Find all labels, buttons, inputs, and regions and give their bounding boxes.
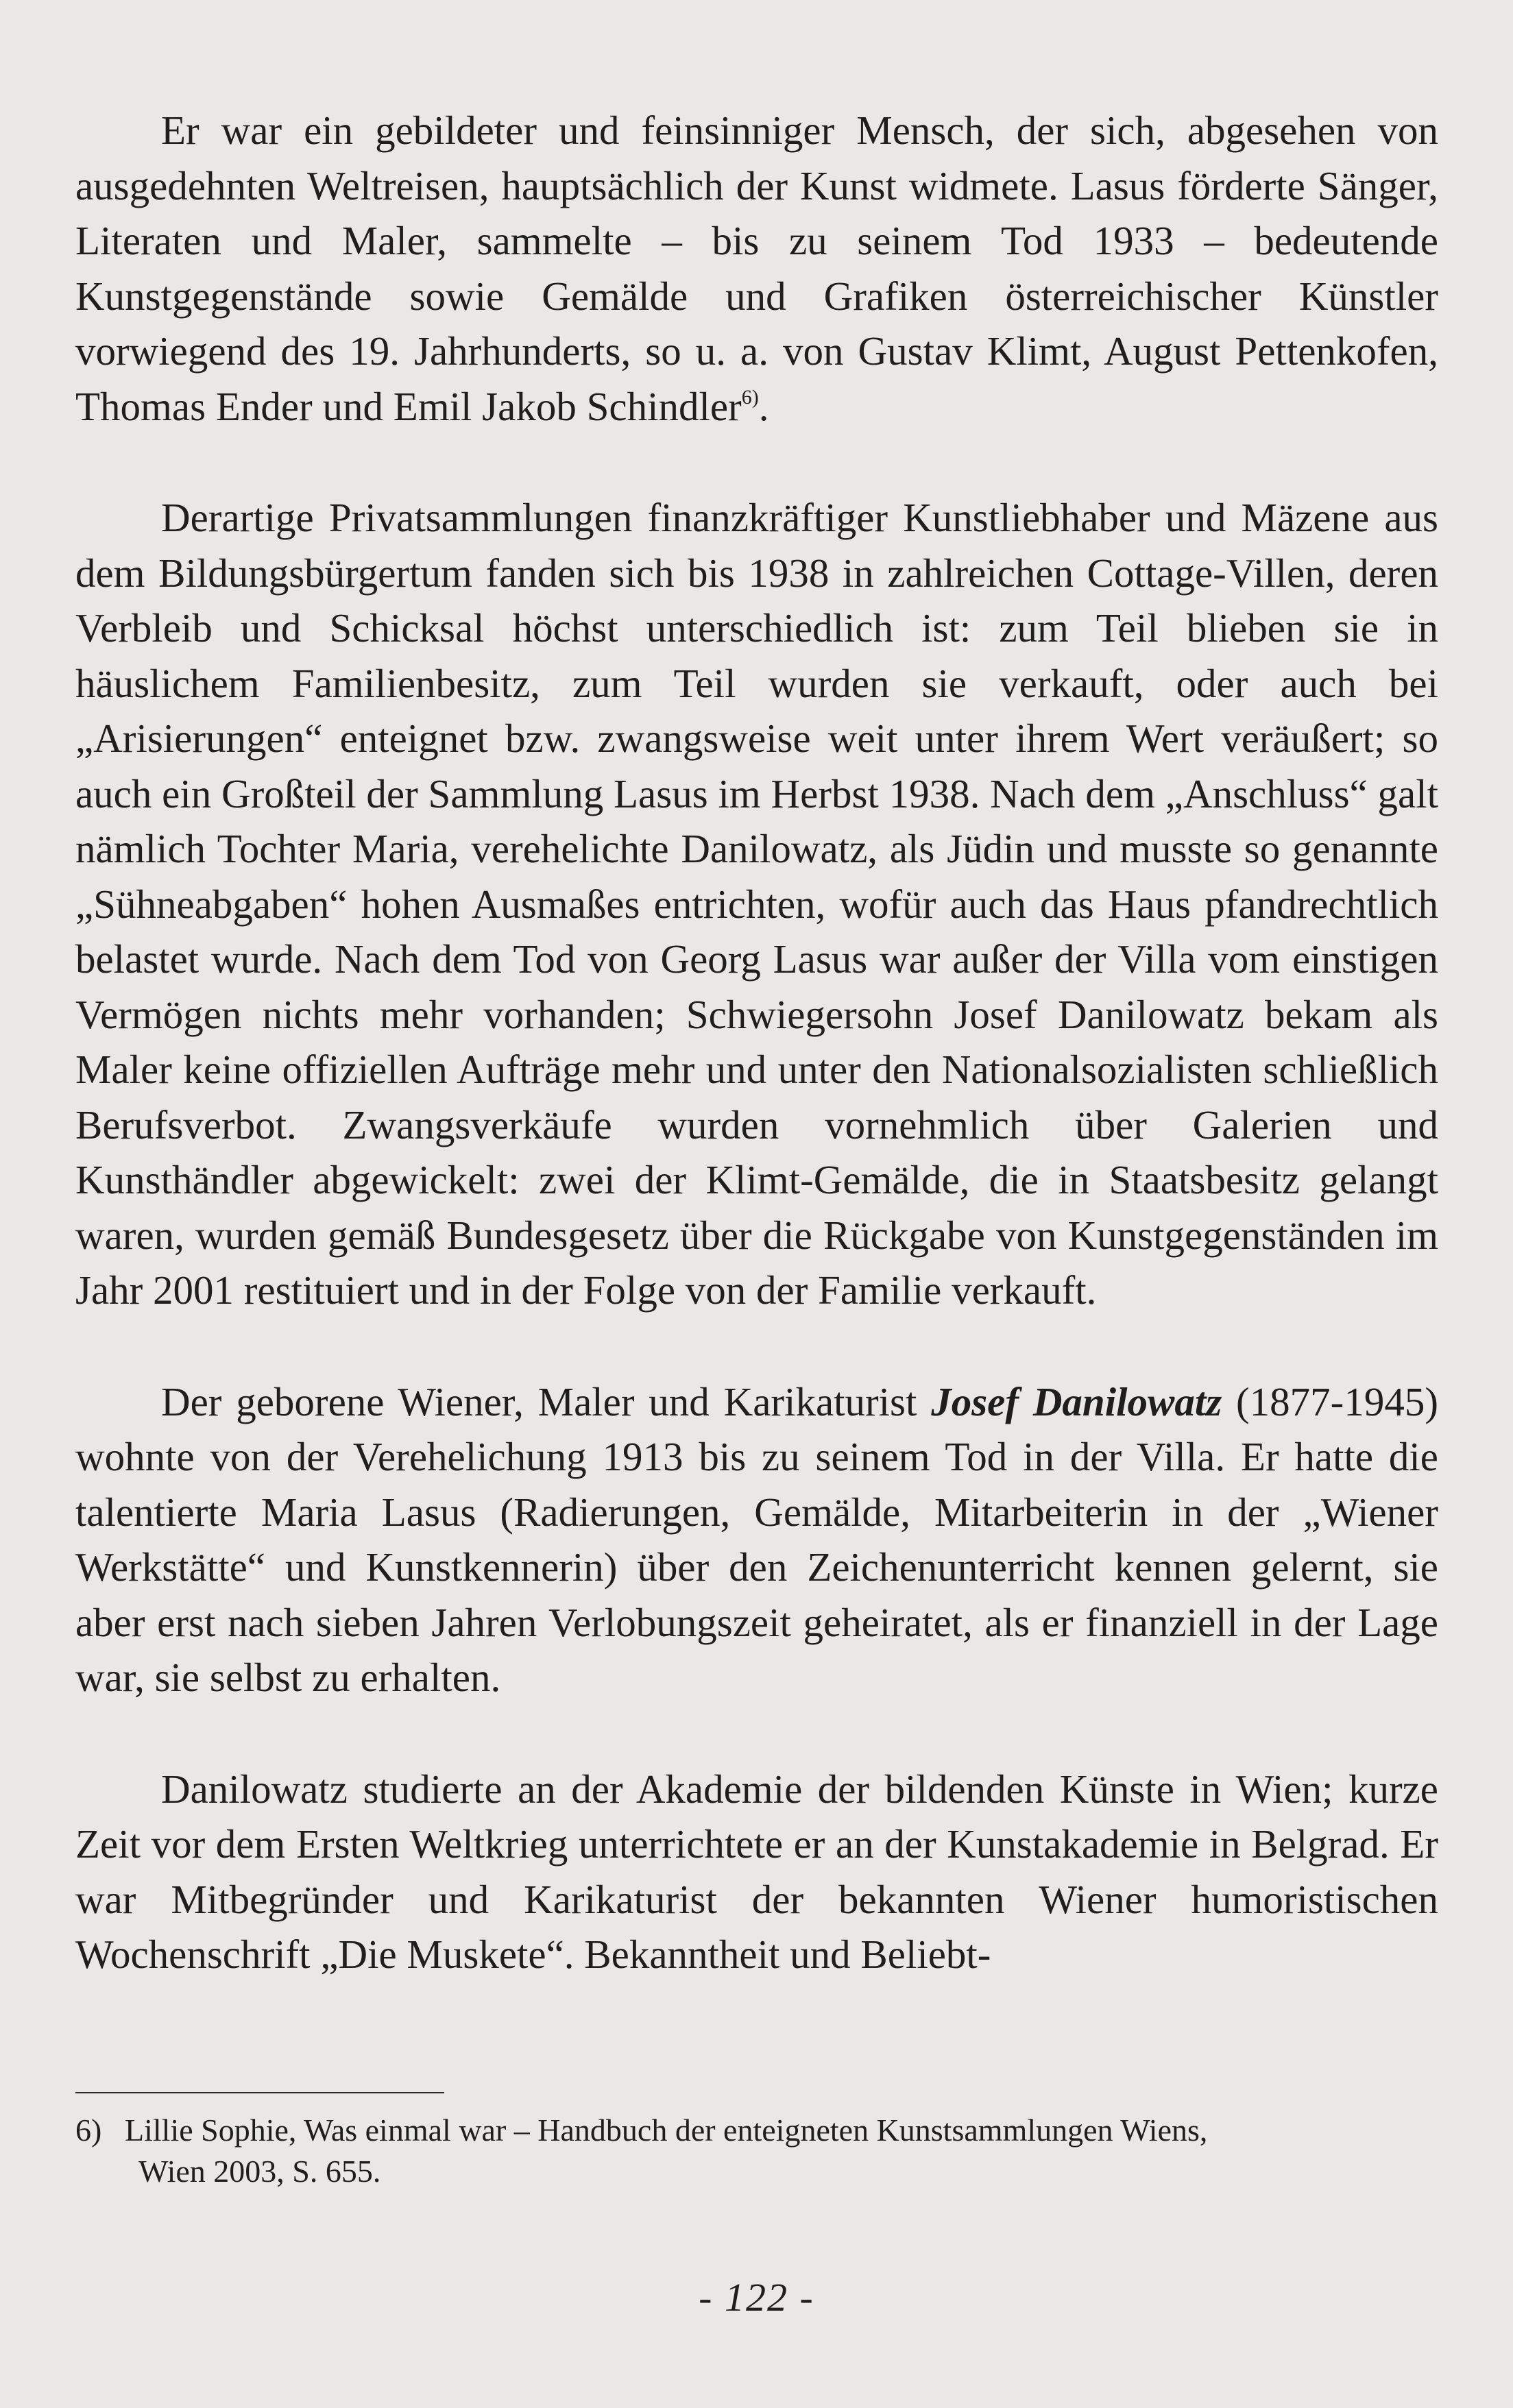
footnote-number: 6) [75, 2113, 102, 2148]
footnote-text-1: Lillie Sophie, Was einmal war – Handbuch der enteigneten Kunstsammlungen Wiens, [125, 2113, 1208, 2148]
highlighted-name: Josef Danilowatz [931, 1378, 1222, 1424]
paragraph-end: . [758, 383, 769, 429]
paragraph-josef-danilowatz [75, 1374, 1438, 1705]
footnote-reference: 6) [741, 385, 759, 409]
paragraph-text: Er war ein gebildeter und feinsinniger Mensch, der sich, abgesehen von ausgedehnten Weltreisen, hauptsächlich der Kunst widmete. Lasus förderte Sänger, Literaten und Maler, sammelte – bis zu seinem Tod 1933 – bedeutende Kunstgegenstände sowie Gemälde und Grafiken österreichischer Künstler vorwiegend des 19. Jahrhunderts, so u. a. von Gustav Klimt, August Pettenkofen, Thomas Ender und Emil Jakob Schindler [75, 108, 1438, 429]
page-number: - 122 - [699, 2275, 814, 2320]
paragraph-danilowatz-studies: Danilowatz studierte an der Akademie der bildenden Künste in Wien; kurze Zeit vor dem Ersten Weltkrieg unterrichtete er an der Kunstakademie in Belgrad. Er war Mitbegründer und Karikaturist der bekannten Wiener humoristischen Wochenschrift „Die Muskete“. Bekanntheit und Beliebt- [75, 1766, 1438, 1977]
paragraph-collector-lasus [75, 103, 1438, 434]
footnote [75, 2110, 1438, 2192]
footnote-line-1 [75, 2110, 1438, 2151]
paragraph-rest: (1877-1945) wohnte von der Verehelichung 1913 bis zu seinem Tod in der Villa. Er hatte die talentierte Maria Lasus (Radierungen, Gemälde, Mitarbeiterin in der „Wiener Werkstätte“ und Kunstkennerin) über den Zeichenunterricht kennen gelernt, sie aber erst nach sieben Jahren Verlobungszeit geheiratet, als er finanziell in der Lage war, sie selbst zu erhalten. [75, 1378, 1438, 1700]
paragraph-private-collections: Derartige Privatsammlungen finanzkräftiger Kunstliebhaber und Mäzene aus dem Bildungsbürgertum fanden sich bis 1938 in zahlreichen Cottage-Villen, deren Verbleib und Schicksal höchst unterschiedlich ist: zum Teil blieben sie in häuslichem Familienbesitz, zum Teil wurden sie verkauft, oder auch bei „Arisierungen“ enteignet bzw. zwangsweise weit unter ihrem Wert veräußert; so auch ein Großteil der Sammlung Lasus im Herbst 1938. Nach dem „Anschluss“ galt nämlich Tochter Maria, verehelichte Danilowatz, als Jüdin und musste so genannte „Sühneabgaben“ hohen Ausmaßes entrichten, wofür auch das Haus pfandrechtlich belastet wurde. Nach dem Tod von Georg Lasus war außer der Villa vom einstigen Vermögen nichts mehr vorhanden; Schwiegersohn Josef Danilowatz bekam als Maler keine offiziellen Aufträge mehr und unter den Nationalsozialisten schließlich Berufsverbot. Zwangsverkäufe wurden vornehmlich über Galerien und Kunsthändler abgewickelt: zwei der Klimt-Gemälde, die in Staatsbesitz gelangt waren, wurden gemäß Bundesgesetz über die Rückgabe von Kunstgegenständen im Jahr 2001 restituiert und in der Folge von der Familie verkauft. [75, 495, 1438, 1313]
footnote-line-2: Wien 2003, S. 655. [138, 2154, 381, 2189]
paragraph-lead: Der geborene Wiener, Maler und Karikaturist [161, 1378, 932, 1424]
footnote-separator [75, 2092, 444, 2093]
body-text [75, 103, 1438, 1982]
